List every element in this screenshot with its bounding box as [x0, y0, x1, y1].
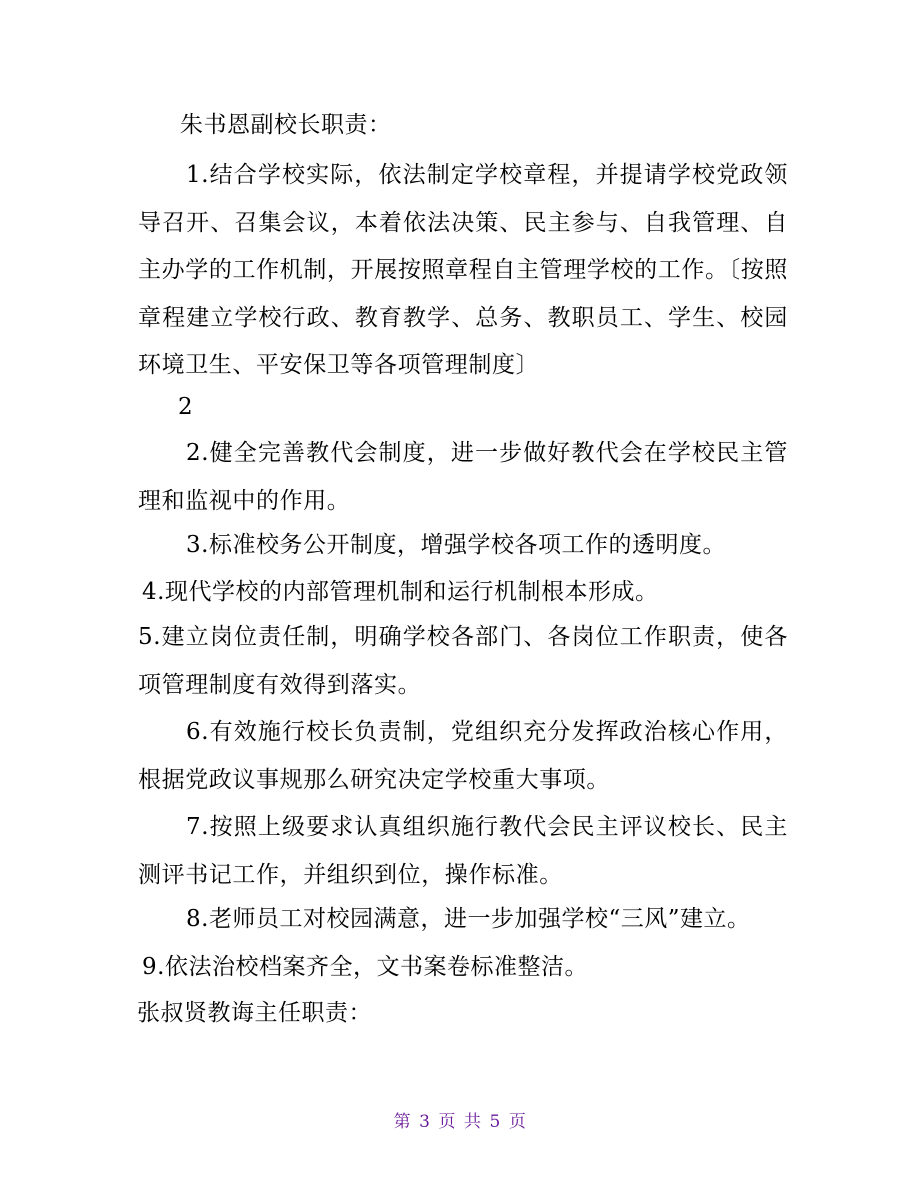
footer-label-ye-total: 页 — [508, 1112, 527, 1132]
heading-zhu-vice-principal: 朱书恩副校长职责： — [180, 112, 392, 138]
duty-paragraph-9: 9.依法治校档案齐全，文书案卷标准整洁。 — [142, 954, 588, 980]
footer-label-ye: 页 — [438, 1112, 456, 1132]
duty-paragraph-5: 5.建立岗位责任制，明确学校各部门、各岗位工作职责，使各项管理制度有效得到落实。 — [138, 624, 788, 698]
duty-paragraph-6: 6.有效施行校长负责制，党组织充分发挥政治核心作用，根据党政议事规那么研究决定学校重大事项。 — [138, 719, 788, 793]
page-footer — [0, 1110, 920, 1134]
duty-paragraph-7: 7.按照上级要求认真组织施行教代会民主评议校长、民主测评书记工作，并组织到位，操作标准。 — [138, 814, 788, 888]
duty-paragraph-3: 3.标准校务公开制度，增强学校各项工作的透明度。 — [186, 532, 726, 558]
footer-page-current: 3 — [419, 1112, 431, 1132]
duty-paragraph-8: 8.老师员工对校园满意，进一步加强学校“三风”建立。 — [186, 906, 751, 932]
duty-paragraph-4: 4.现代学校的内部管理机制和运行机制根本形成。 — [142, 579, 659, 605]
duty-paragraph-1: 1.结合学校实际，依法制定学校章程，并提请学校党政领导召开、召集会议，本着依法决策、民主参与、自我管理、自主办学的工作机制，开展按照章程自主管理学校的工作。〔按照章程建立学校行政、教育教学、总务、教职员工、学生、校园环境卫生、平安保卫等各项管理制度〕 — [138, 162, 788, 378]
heading-zhang-director: 张叔贤教诲主任职责： — [137, 1000, 372, 1026]
page-marker: 2 — [178, 394, 194, 420]
footer-page-total: 5 — [489, 1112, 501, 1132]
duty-paragraph-2: 2.健全完善教代会制度，进一步做好教代会在学校民主管理和监视中的作用。 — [138, 440, 788, 514]
footer-label-gong: 共 — [464, 1112, 482, 1132]
footer-label-di: 第 — [393, 1112, 412, 1132]
